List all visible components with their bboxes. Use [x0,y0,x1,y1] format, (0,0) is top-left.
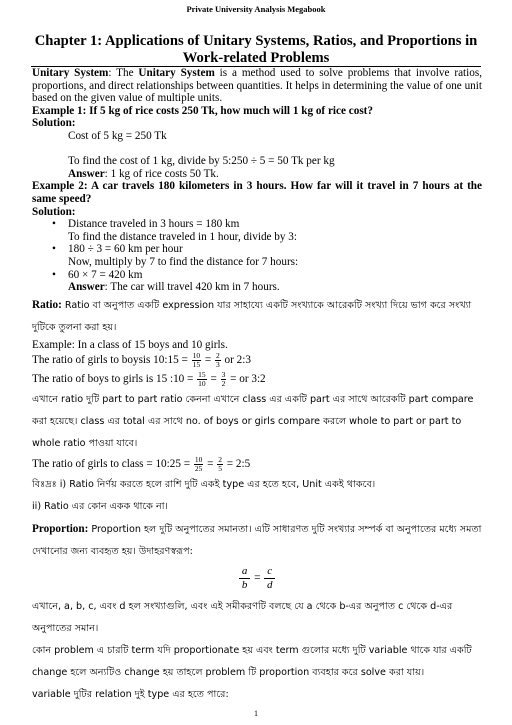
proportion-definition: Proportion: Proportion হল দুটি অনুপাতের সমানতা। এটি সাধারণত দুটি সংখ্যার সম্পর্ক বা অনুপাতের মধ্যে সমতা দেখানোর জন্য ব্যবহৃত হয়। উদাহরণস্বরূপ: [32,523,482,558]
chapter-title: Chapter 1: Applications of Unitary Systems, Ratios, and Proportions in Work-related Problems [34,33,478,66]
unitary-label: Unitary System [32,67,109,79]
unitary-paragraph: Unitary System: The Unitary System is a method used to solve problems that involve ratios, proportions, and direct relationships between quantities. It helps in determining the value of one unit based on the given value of multiple units. [32,67,483,105]
ratio-girls-to-boys: The ratio of girls to boysis 10:15 = $\frac{10}{15}$ = $\frac{2}{3}$ or 2:3 [32,351,251,370]
fraction: $\frac{3}{2}$ [221,370,226,389]
proportion-formula: $\frac{a}{b}$ = $\frac{c}{d}$ [32,563,482,596]
proportion-usage: কোন problem এ চারটি term যদি proportionate হয় এবং term গুলোর মধ্যে দুটি variable থাকে যার একটি change হলে অন্যটিও change হয় তাহলে problem টি proportion ব্যবহার করে solve করা যায়। [32,645,472,679]
example-2-steps [32,218,482,294]
example-1-heading: Example 1: If 5 kg of rice costs 250 Tk, how much will 1 kg of rice cost? [32,104,373,117]
page-body [32,67,482,706]
proportion-relation-types: variable দুটির relation দুই type এর হতে পারে: [32,689,229,701]
example-1-line: To find the cost of 1 kg, divide by 5:250 ÷ 5 = 50 Tk per kg [68,155,335,168]
list-item: • 60 × 7 = 420 km Answer: The car will travel 420 km in 7 hours. [32,269,482,294]
fraction: $\frac{10}{15}$ [192,351,201,370]
example-2-solution-label: Solution: [32,205,76,218]
proportion-explanation: এখানে, a, b, c, এবং d হল সংখ্যাগুলি, এবং এই সমীকরণটি বলছে যে a থেকে b-এর অনুপাত c থেকে d-এর অনুপাতের সমান। [32,601,453,635]
example-1-solution-label: Solution: [32,117,76,130]
ratio-note-2: ii) Ratio এর কোন একক থাকে না। [32,501,168,513]
example-2-heading: Example 2: A car travels 180 kilometers in 3 hours. How far will it travel in 7 hours at the same speed? [32,180,482,205]
ratio-example: Example: In a class of 15 boys and 10 girls. [32,338,228,351]
list-item: • Distance traveled in 3 hours = 180 km To find the distance traveled in 1 hour, divide by 3: [32,218,482,243]
ratio-label: Ratio: [32,298,62,311]
ratio-explanation: এখানে ratio দুটি part to part ratio কেননা এখানে class এর একটি part এর সাথে আরেকটি part compare করা হয়েছে। class এর total এর সাথে no. of boys or girls compare করলে whole to part or part to whole ratio পাওয়া যাবে। [32,394,474,450]
fraction: $\frac{2}{3}$ [215,351,220,370]
ratio-girls-to-class: The ratio of girls to class = 10:25 = $\frac{10}{25}$ = $\frac{2}{5}$ = 2:5 [32,455,251,474]
running-header: Private University Analysis Megabook [186,4,326,14]
proportion-label: Proportion: [32,523,89,536]
fraction: $\frac{10}{25}$ [194,455,203,474]
fraction: $\frac{15}{10}$ [198,370,206,389]
ratio-definition: Ratio: Ratio বা অনুপাত একটি expression যার সাহায্যে একটি সংখ্যাকে আরেকটি সংখ্যা দিয়ে ভাগ করে সংখ্যা দুটিকে তুলনা করা হয়। [32,298,472,333]
example-1-answer: Answer: 1 kg of rice costs 50 Tk. [68,167,219,180]
ratio-boys-to-girls: The ratio of boys to girls is 15 :10 = $\frac{15}{10}$ = $\frac{3}{2}$ = or 3:2 [32,370,266,389]
ratio-note-1: বিঃদ্রঃ i) Ratio নির্ণয় করতে হলে রাশি দুটি একই type এর হতে হবে, Unit একই থাকবে। [32,479,376,491]
list-item: • 180 ÷ 3 = 60 km per hour Now, multiply by 7 to find the distance for 7 hours: [32,243,482,268]
page-number: 1 [254,709,258,718]
fraction: $\frac{2}{5}$ [218,455,222,474]
fraction: $\frac{a}{b}$ [239,565,251,592]
fraction: $\frac{c}{d}$ [264,565,275,592]
example-1-line: Cost of 5 kg = 250 Tk [68,129,167,142]
